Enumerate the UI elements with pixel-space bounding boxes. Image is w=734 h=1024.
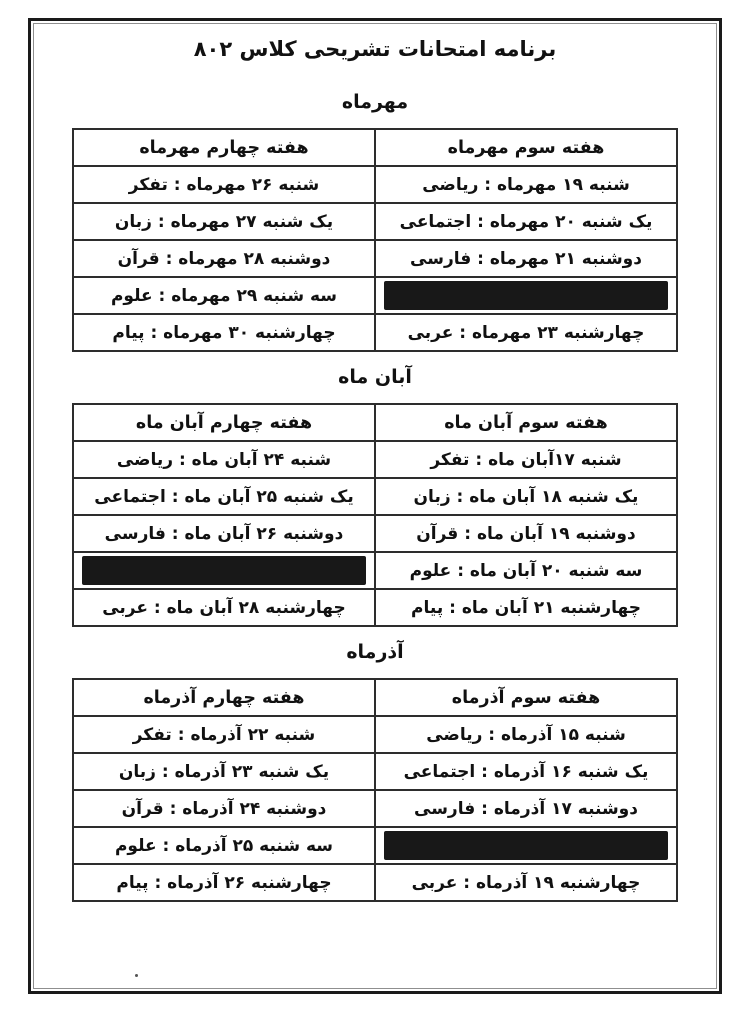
table-row <box>73 552 677 589</box>
table-row <box>73 864 677 901</box>
month-heading-azar: آذرماه <box>346 641 404 663</box>
week4-header-cell: هفته چهارم مهرماه <box>73 129 375 166</box>
table-row <box>73 753 677 790</box>
exam-entry-cell: چهارشنبه ۳۰ مهرماه : پیام <box>73 314 375 351</box>
month-heading-aban: آبان ماه <box>338 366 412 388</box>
exam-entry-cell: دوشنبه ۱۷ آذرماه : فارسی <box>375 790 677 827</box>
exam-entry-cell: شنبه ۱۵ آذرماه : ریاضی <box>375 716 677 753</box>
table-header-row <box>73 129 677 166</box>
exam-entry-cell: شنبه ۲۲ آذرماه : تفکر <box>73 716 375 753</box>
table-row <box>73 515 677 552</box>
exam-table-aban <box>72 403 678 627</box>
exam-entry-cell: یک شنبه ۲۳ آذرماه : زبان <box>73 753 375 790</box>
table-row <box>73 166 677 203</box>
table-row <box>73 589 677 626</box>
page-frame-inner-line <box>33 23 717 989</box>
month-heading-mehr: مهرماه <box>341 91 409 113</box>
week3-header-cell: هفته سوم آبان ماه <box>375 404 677 441</box>
page-frame <box>28 18 722 994</box>
exam-entry-cell: یک شنبه ۱۸ آبان ماه : زبان <box>375 478 677 515</box>
week3-header-cell: هفته سوم مهرماه <box>375 129 677 166</box>
exam-entry-cell: یک شنبه ۲۰ مهرماه : اجتماعی <box>375 203 677 240</box>
table-header-row <box>73 679 677 716</box>
exam-entry-cell: سه شنبه ۲۰ آبان ماه : علوم <box>375 552 677 589</box>
table-row <box>73 790 677 827</box>
exam-entry-cell: چهارشنبه ۲۸ آبان ماه : عربی <box>73 589 375 626</box>
exam-entry-cell: دوشنبه ۱۹ آبان ماه : قرآن <box>375 515 677 552</box>
table-row <box>73 240 677 277</box>
exam-entry-cell: شنبه ۱۷آبان ماه : تفکر <box>375 441 677 478</box>
stray-ink-dot <box>135 974 138 977</box>
exam-entry-cell: سه شنبه ۲۵ آذرماه : علوم <box>73 827 375 864</box>
table-row <box>73 441 677 478</box>
table-row <box>73 314 677 351</box>
exam-entry-cell: سه شنبه ۲۹ مهرماه : علوم <box>73 277 375 314</box>
exam-entry-cell: دوشنبه ۲۶ آبان ماه : فارسی <box>73 515 375 552</box>
exam-entry-cell: شنبه ۲۶ مهرماه : تفکر <box>73 166 375 203</box>
table-header-row <box>73 404 677 441</box>
exam-entry-cell: یک شنبه ۲۵ آبان ماه : اجتماعی <box>73 478 375 515</box>
exam-entry-cell: چهارشنبه ۲۱ آبان ماه : پیام <box>375 589 677 626</box>
exam-entry-cell: چهارشنبه ۲۳ مهرماه : عربی <box>375 314 677 351</box>
exam-entry-cell: چهارشنبه ۲۶ آذرماه : پیام <box>73 864 375 901</box>
document-content <box>34 36 716 902</box>
redacted-entry-cell <box>375 277 677 314</box>
exam-entry-cell: چهارشنبه ۱۹ آذرماه : عربی <box>375 864 677 901</box>
redaction-bar <box>82 556 365 585</box>
exam-entry-cell: دوشنبه ۲۴ آذرماه : قرآن <box>73 790 375 827</box>
week4-header-cell: هفته چهارم آذرماه <box>73 679 375 716</box>
redacted-entry-cell <box>375 827 677 864</box>
table-row <box>73 478 677 515</box>
table-row <box>73 203 677 240</box>
exam-entry-cell: دوشنبه ۲۸ مهرماه : قرآن <box>73 240 375 277</box>
exam-entry-cell: شنبه ۲۴ آبان ماه : ریاضی <box>73 441 375 478</box>
redacted-entry-cell <box>73 552 375 589</box>
exam-entry-cell: شنبه ۱۹ مهرماه : ریاضی <box>375 166 677 203</box>
page-title: برنامه امتحانات تشریحی کلاس ۸۰۲ <box>193 37 557 61</box>
week3-header-cell: هفته سوم آذرماه <box>375 679 677 716</box>
week4-header-cell: هفته چهارم آبان ماه <box>73 404 375 441</box>
redaction-bar <box>384 831 667 860</box>
exam-table-mehr <box>72 128 678 352</box>
exam-entry-cell: یک شنبه ۱۶ آذرماه : اجتماعی <box>375 753 677 790</box>
exam-table-azar <box>72 678 678 902</box>
table-row <box>73 827 677 864</box>
exam-entry-cell: یک شنبه ۲۷ مهرماه : زبان <box>73 203 375 240</box>
exam-entry-cell: دوشنبه ۲۱ مهرماه : فارسی <box>375 240 677 277</box>
table-row <box>73 277 677 314</box>
table-row <box>73 716 677 753</box>
redaction-bar <box>384 281 667 310</box>
